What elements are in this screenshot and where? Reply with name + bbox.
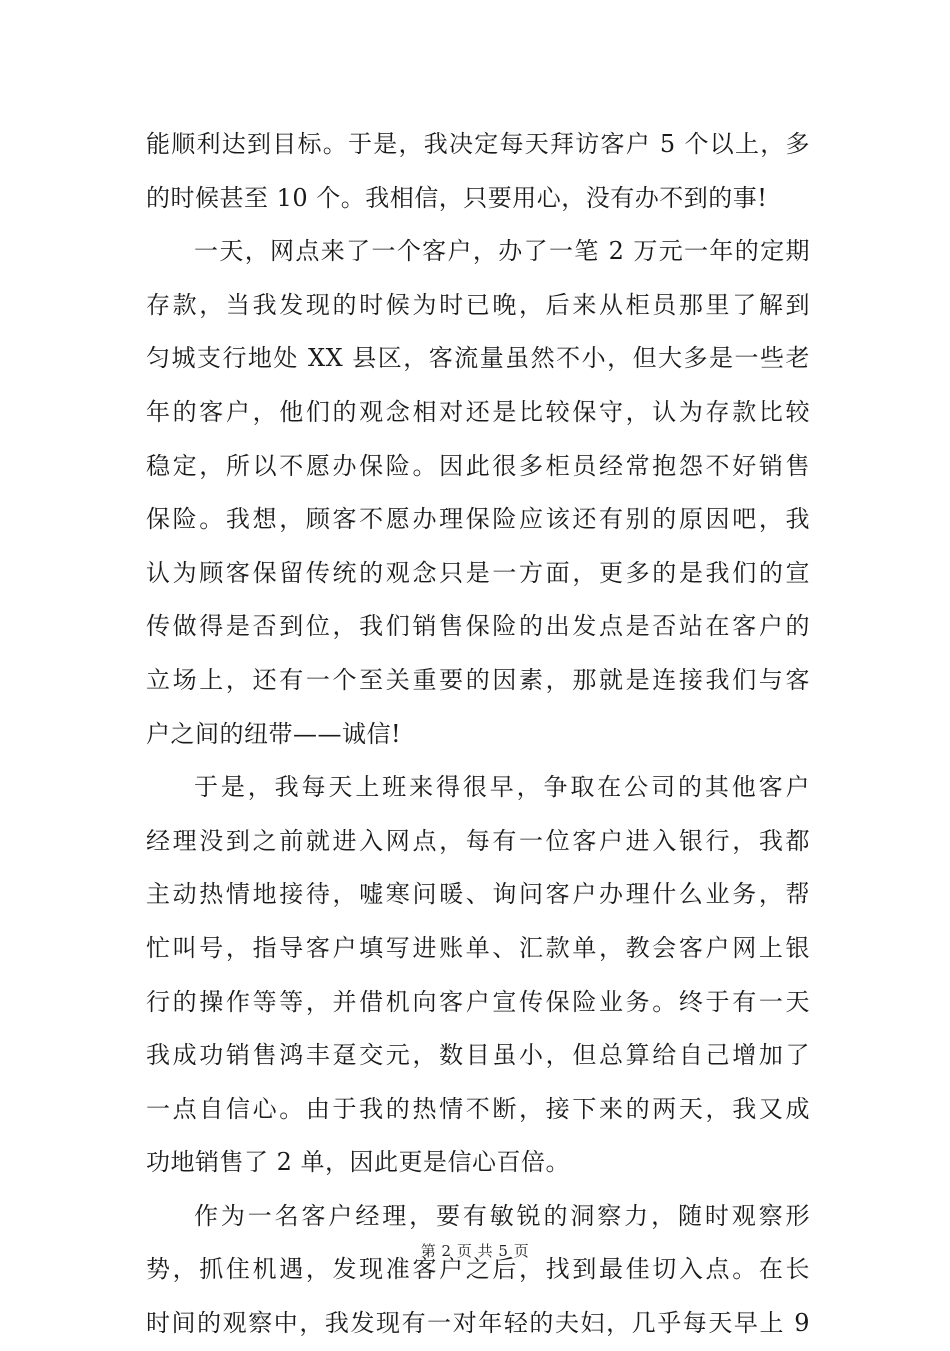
text-line: 忙叫号，指导客户填写进账单、汇款单，教会客户网上银: [146, 933, 810, 962]
text-line: 能顺利达到目标。于是，我决定每天拜访客户 5 个以上，多: [146, 130, 810, 158]
text-line: 匀城支行地处 XX 县区，客流量虽然不小，但大多是一些老: [146, 344, 810, 373]
text-line: 于是，我每天上班来得很早，争取在公司的其他客户: [194, 773, 810, 802]
text-line: 传做得是否到位，我们销售保险的出发点是否站在客户的: [146, 612, 810, 641]
text-line: 立场上，还有一个至关重要的因素，那就是连接我们与客: [146, 665, 810, 694]
text-line: 时间的观察中，我发现有一对年轻的夫妇，几乎每天早上 9: [146, 1309, 810, 1338]
text-line: 一天，网点来了一个客户，办了一笔 2 万元一年的定期: [194, 237, 810, 266]
text-line: 稳定，所以不愿办保险。因此很多柜员经常抱怨不好销售: [146, 451, 810, 480]
text-line: 的时候甚至 10 个。我相信，只要用心，没有办不到的事!: [146, 183, 768, 212]
text-line: 势，抓住机遇，发现准客户之后，找到最佳切入点。在长: [146, 1255, 810, 1284]
body-text: [146, 118, 810, 1351]
text-line: 存款，当我发现的时候为时已晚，后来从柜员那里了解到: [146, 290, 810, 319]
text-line: 主动热情地接待，嘘寒问暖、询问客户办理什么业务，帮: [146, 880, 810, 909]
text-line: 作为一名客户经理，要有敏锐的洞察力，随时观察形: [194, 1201, 810, 1230]
text-line: 经理没到之前就进入网点，每有一位客户进入银行，我都: [146, 826, 810, 855]
text-line: 我成功销售鸿丰趸交元，数目虽小，但总算给自己增加了: [146, 1041, 810, 1070]
text-line: 户之间的纽带——诚信!: [146, 719, 402, 748]
text-line: 年的客户，他们的观念相对还是比较保守，认为存款比较: [146, 397, 810, 426]
text-line: 功地销售了 2 单，因此更是信心百倍。: [146, 1148, 571, 1177]
text-line: 认为顾客保留传统的观念只是一方面，更多的是我们的宣: [146, 558, 810, 587]
text-line: 保险。我想，顾客不愿办理保险应该还有别的原因吧，我: [146, 505, 810, 534]
text-line: 一点自信心。由于我的热情不断，接下来的两天，我又成: [146, 1094, 810, 1123]
text-line: 行的操作等等，并借机向客户宣传保险业务。终于有一天: [146, 987, 810, 1016]
page-footer: 第 2 页 共 5 页: [420, 1242, 530, 1260]
